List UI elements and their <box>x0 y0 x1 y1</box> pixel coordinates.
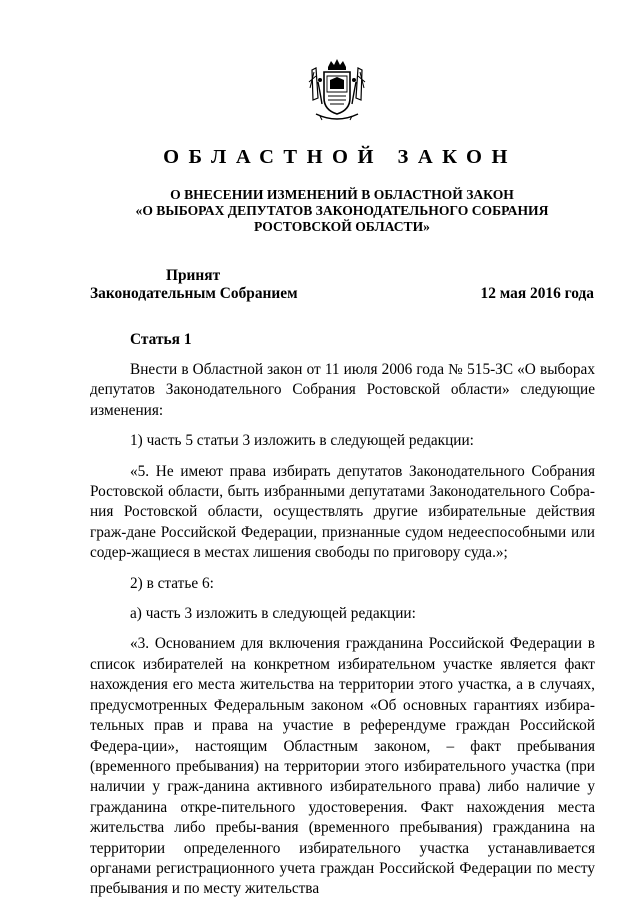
body-paragraph: 2) в статье 6: <box>130 574 214 592</box>
subtitle-line: «О ВЫБОРАХ ДЕПУТАТОВ ЗАКОНОДАТЕЛЬНОГО СОБРАНИЯ <box>135 203 549 218</box>
body-paragraph: «3. Основанием для включения гражданина Российской Федерации в список избирателей на конкретном избирательном участке является факт нахождения его места жительства на территории этого участка, а в случаях, предусмотренных Федеральным законом «Об основных гарантиях избира-тельных прав и права на участие в референдуме граждан Российской Федера-ции», настоящим Областным законом, – факт пребывания (временного пребывания) на территории этого избирательного участка (при наличии у граж-данина активного избирательного права) либо наличие у гражданина откре-пительного удостоверения. Факт нахождения места жительства либо пребы-вания (временного пребывания) гражданина на территории определенного избирательного участка устанавливается органами регистрационного учета граждан Российской Федерации по месту пребывания и по месту жительства <box>90 635 595 898</box>
document-title: ОБЛАСТНОЙ ЗАКОН <box>163 146 517 168</box>
document-subtitle <box>90 187 594 235</box>
body-paragraph: Внести в Областной закон от 11 июля 2006 года № 515-ЗС «О выборах депутатов Законодательного Собрания Ростовской области» следующие изменения: <box>90 361 595 419</box>
adopted-date: 12 мая 2016 года <box>480 285 594 302</box>
adopted-label: Принят <box>166 267 221 284</box>
subtitle-line: РОСТОВСКОЙ ОБЛАСТИ» <box>254 219 430 234</box>
article-heading: Статья 1 <box>130 331 192 348</box>
subtitle-line: О ВНЕСЕНИИ ИЗМЕНЕНИЙ В ОБЛАСТНОЙ ЗАКОН <box>170 187 514 202</box>
body-paragraph: 1) часть 5 статьи 3 изложить в следующей редакции: <box>130 432 474 450</box>
document-body <box>90 360 595 910</box>
adoption-block <box>90 267 594 303</box>
adopted-by: Законодательным Собранием <box>90 285 298 302</box>
body-paragraph: а) часть 3 изложить в следующей редакции: <box>130 605 416 623</box>
coat-of-arms-icon <box>304 58 370 124</box>
body-paragraph: «5. Не имеют права избирать депутатов Законодательного Собрания Ростовской области, быть избранными депутатами Законодательного Собра-ния Ростовской области, осуществлять другие избирательные действия граж-дане Российской Федерации, признанные судом недееспособными или содер-жащиеся в местах лишения свободы по приговору суда.»; <box>90 462 595 562</box>
